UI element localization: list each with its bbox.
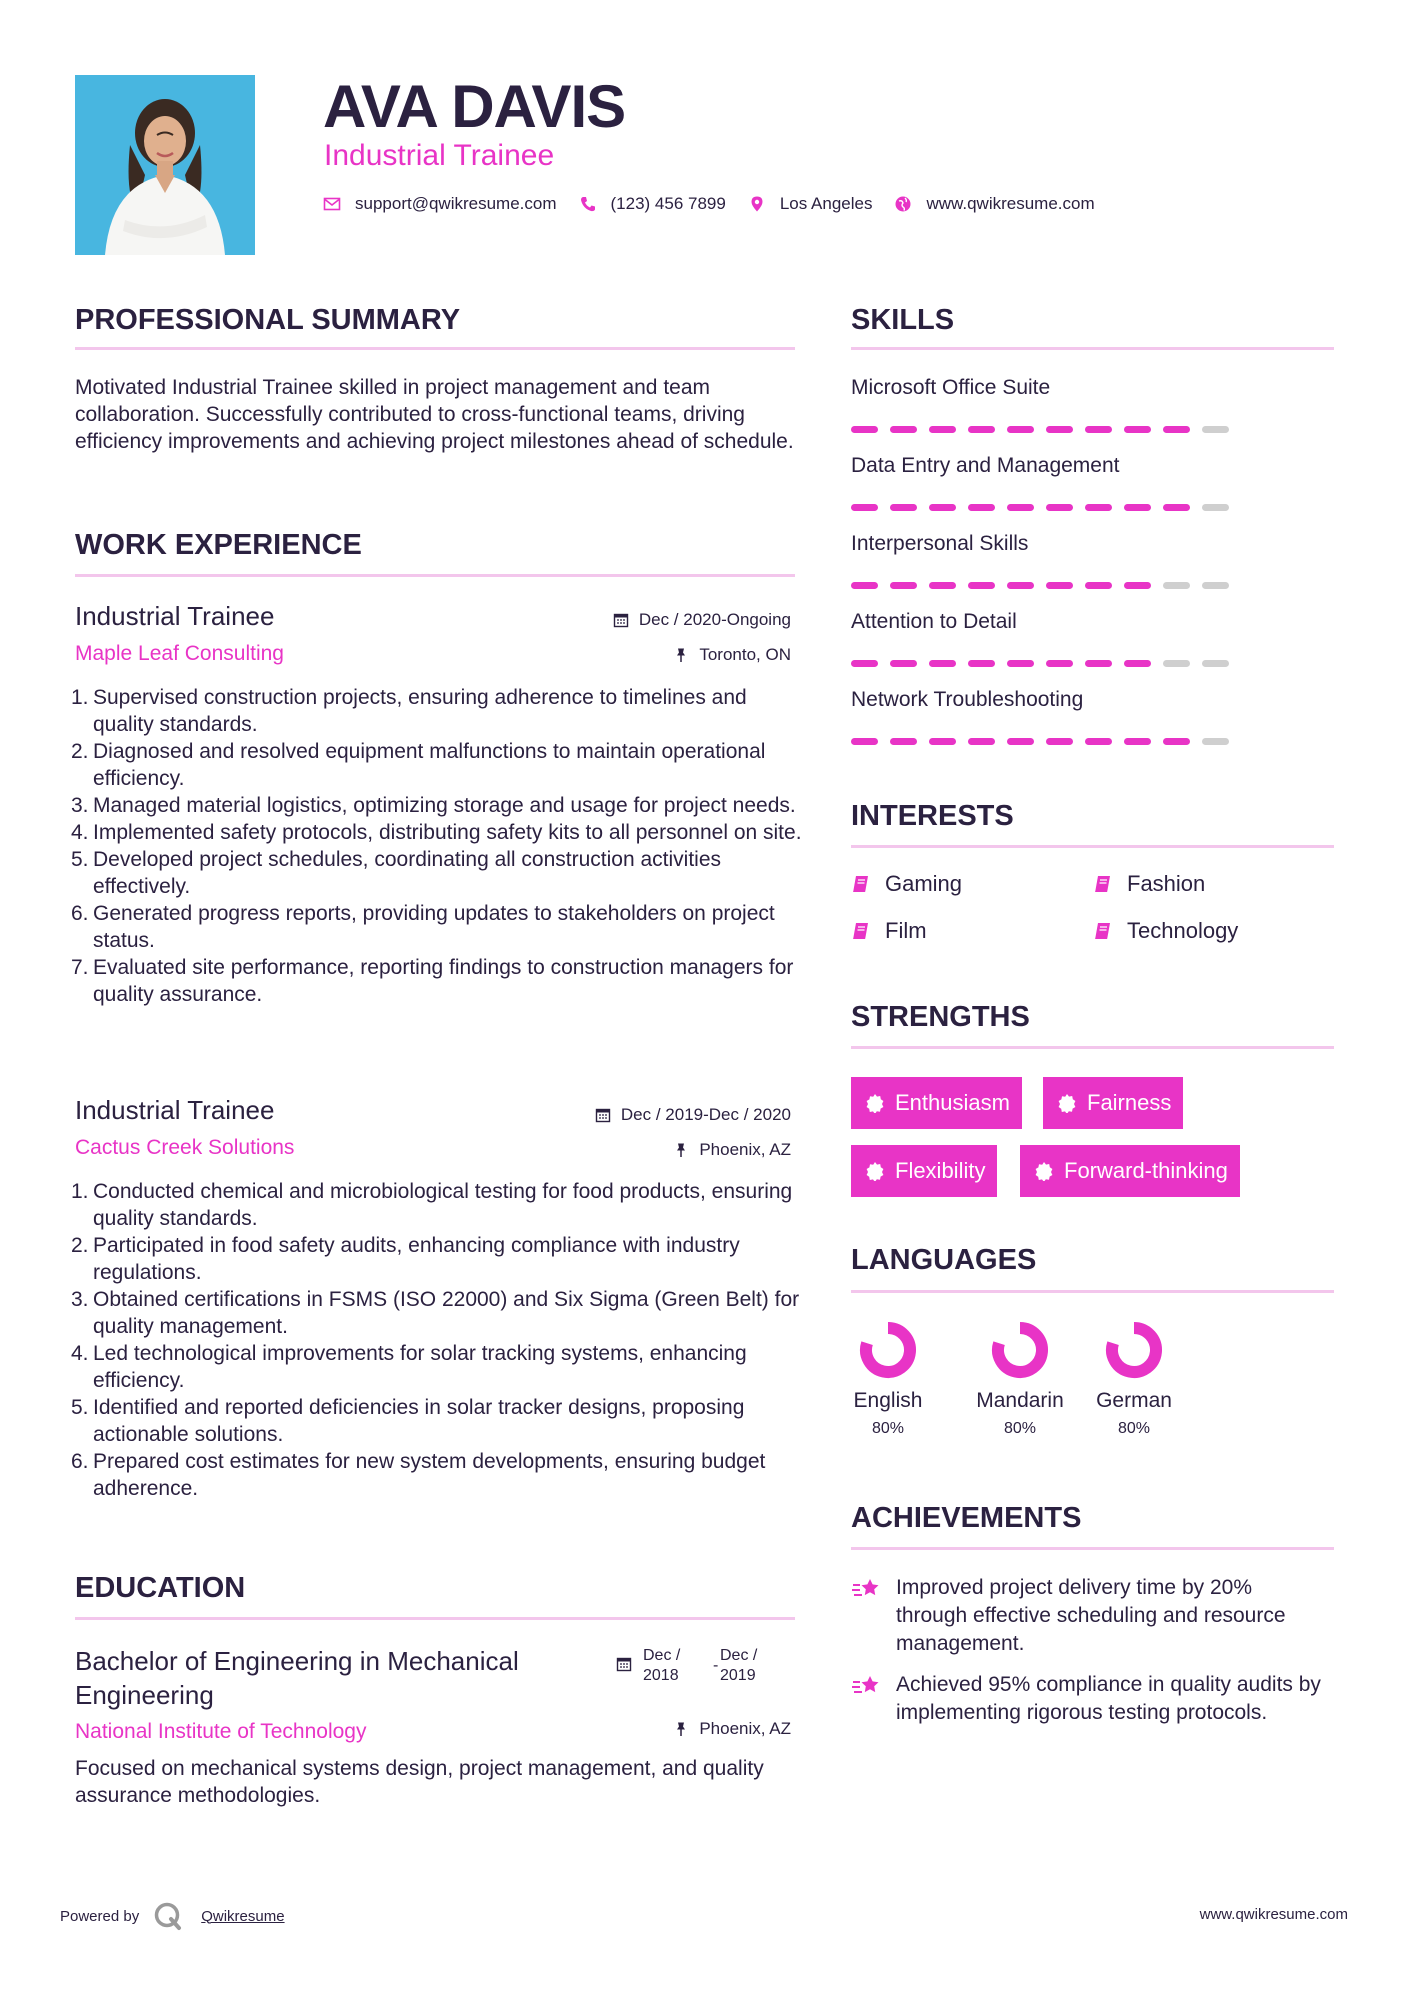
interests-heading: INTERESTS (851, 800, 1014, 832)
badge-icon (1034, 1161, 1054, 1181)
strength-label: Enthusiasm (895, 1090, 1010, 1115)
strength-label: Flexibility (895, 1158, 986, 1183)
achievement-text: Achieved 95% compliance in quality audits by implementing rigorous testing protocols. (896, 1673, 1321, 1724)
skill-segment-filled (1085, 738, 1112, 745)
job-2-location (673, 1139, 791, 1161)
language-progress-ring (856, 1318, 920, 1382)
skill-level-bar (851, 504, 1229, 511)
pushpin-icon (673, 1142, 689, 1158)
interest-item (1093, 870, 1205, 898)
strength-tag (851, 1145, 997, 1197)
skill-segment-filled (851, 660, 878, 667)
language-name: Mandarin (976, 1389, 1064, 1412)
contact-email-text: support@qwikresume.com (355, 194, 557, 213)
language-progress-ring (1102, 1318, 1166, 1382)
list-item: 2. Diagnosed and resolved equipment malfunctions to maintain operational efficiency. (71, 740, 766, 790)
map-pin-icon (748, 195, 766, 213)
skill-segment-filled (1007, 582, 1034, 589)
skill-segment-filled (1085, 582, 1112, 589)
skill-segment-filled (929, 504, 956, 511)
portrait-illustration (75, 75, 255, 255)
skill-segment-filled (851, 426, 878, 433)
job-1-title: Industrial Trainee (75, 601, 275, 631)
list-item: 5. Identified and reported deficiencies in solar tracker designs, proposing actionable solutions. (71, 1396, 745, 1446)
skill-segment-empty (1202, 582, 1229, 589)
skill-segment-filled (1085, 504, 1112, 511)
qwikresume-logo-icon (153, 1901, 183, 1931)
contact-location-text: Los Angeles (779, 194, 873, 213)
skill-level-bar (851, 426, 1229, 433)
skill-segment-filled (1124, 660, 1151, 667)
skill-segment-filled (1124, 738, 1151, 745)
job-1-responsibilities (71, 684, 813, 1008)
skill-segment-filled (851, 738, 878, 745)
skill-level-bar (851, 660, 1229, 667)
skill-name: Network Troubleshooting (851, 688, 1084, 711)
interest-label: Technology (1127, 918, 1239, 943)
skill-name: Microsoft Office Suite (851, 376, 1051, 399)
achievements-divider (851, 1547, 1334, 1550)
achievement-item (851, 1671, 1321, 1727)
interest-item (851, 917, 927, 945)
interest-label: Film (885, 918, 927, 943)
profile-photo (75, 75, 255, 255)
qwikresume-link[interactable]: Qwikresume (201, 1907, 285, 1925)
list-item: 2. Participated in food safety audits, enhancing compliance with industry regulations. (71, 1234, 740, 1284)
language-percent: 80% (871, 1420, 905, 1437)
skill-segment-filled (1046, 660, 1073, 667)
education-end-month: Dec / (720, 1647, 758, 1664)
list-item: 5. Developed project schedules, coordinating all construction activities effectively. (71, 848, 722, 898)
skill-segment-filled (968, 426, 995, 433)
skill-segment-filled (1046, 426, 1073, 433)
contact-phone[interactable] (579, 194, 726, 214)
experience-heading: WORK EXPERIENCE (75, 529, 362, 561)
achievement-item (851, 1574, 1321, 1658)
education-degree: Bachelor of Engineering in Mechanical Engineering (75, 1646, 519, 1710)
summary-divider (75, 347, 795, 350)
phone-icon (579, 195, 597, 213)
strengths-heading: STRENGTHS (851, 1001, 1030, 1033)
book-icon (1093, 874, 1113, 894)
language-item (833, 1318, 943, 1440)
skill-segment-filled (1163, 504, 1190, 511)
candidate-name: AVA DAVIS (323, 73, 626, 140)
job-1-location-text: Toronto, ON (699, 645, 791, 664)
globe-icon (894, 195, 912, 213)
skill-segment-empty (1202, 426, 1229, 433)
skill-segment-empty (1163, 660, 1190, 667)
strength-label: Forward-thinking (1064, 1158, 1228, 1183)
summary-heading: PROFESSIONAL SUMMARY (75, 304, 461, 336)
achievement-text: Improved project delivery time by 20% through effective scheduling and resource management. (896, 1576, 1286, 1655)
language-percent: 80% (1003, 1420, 1037, 1437)
interests-divider (851, 845, 1334, 848)
strength-tag (851, 1077, 1022, 1129)
skill-segment-filled (1007, 738, 1034, 745)
book-icon (851, 921, 871, 941)
contact-bar (323, 192, 1117, 216)
skill-level-bar (851, 738, 1229, 745)
list-item: 3. Obtained certifications in FSMS (ISO 22000) and Six Sigma (Green Belt) for quality management. (71, 1288, 800, 1338)
interest-label: Gaming (885, 871, 963, 896)
job-2-responsibilities (71, 1178, 813, 1502)
job-1-date-text: Dec / 2020-Ongoing (638, 610, 791, 629)
education-heading: EDUCATION (75, 1572, 246, 1604)
pushpin-icon (673, 1721, 689, 1737)
language-progress-ring (988, 1318, 1052, 1382)
education-divider (75, 1617, 795, 1620)
job-2-title: Industrial Trainee (75, 1095, 275, 1125)
skill-name: Data Entry and Management (851, 454, 1120, 477)
job-2-company: Cactus Creek Solutions (75, 1136, 295, 1159)
skill-segment-filled (1124, 582, 1151, 589)
skill-segment-filled (890, 660, 917, 667)
book-icon (851, 874, 871, 894)
skill-segment-filled (968, 660, 995, 667)
pushpin-icon (673, 647, 689, 663)
book-icon (1093, 921, 1113, 941)
education-school: National Institute of Technology (75, 1720, 367, 1743)
list-item: 7. Evaluated site performance, reporting findings to construction managers for quality assurance. (71, 956, 794, 1006)
list-item: 4. Implemented safety protocols, distributing safety kits to all personnel on site. (71, 821, 802, 844)
education-end-year: 2019 (720, 1667, 756, 1684)
footer-powered-by (60, 1901, 285, 1931)
interest-item (1093, 917, 1238, 945)
interest-item (851, 870, 962, 898)
envelope-icon (323, 195, 341, 213)
list-item: 6. Generated progress reports, providing updates to stakeholders on project status. (71, 902, 775, 952)
strength-tag (1043, 1077, 1183, 1129)
skill-segment-filled (1046, 582, 1073, 589)
job-2-date-text: Dec / 2019-Dec / 2020 (620, 1105, 791, 1124)
skill-segment-filled (1007, 426, 1034, 433)
strength-tag (1020, 1145, 1240, 1197)
contact-website-text: www.qwikresume.com (926, 194, 1095, 213)
skill-segment-filled (1124, 426, 1151, 433)
skill-segment-filled (929, 660, 956, 667)
job-1-date (613, 609, 791, 631)
skill-segment-empty (1163, 582, 1190, 589)
skill-segment-filled (890, 582, 917, 589)
skill-segment-filled (1046, 738, 1073, 745)
skill-name: Interpersonal Skills (851, 532, 1029, 555)
language-item (965, 1318, 1075, 1440)
education-start-month: Dec / (643, 1647, 681, 1664)
language-progress-arc (998, 1328, 1042, 1372)
language-percent: 80% (1117, 1420, 1151, 1437)
job-2-location-text: Phoenix, AZ (699, 1140, 791, 1159)
list-item: 3. Managed material logistics, optimizing storage and usage for project needs. (71, 794, 796, 817)
education-start-year: 2018 (643, 1667, 679, 1684)
skills-divider (851, 347, 1334, 350)
footer-website[interactable]: www.qwikresume.com (1199, 1906, 1348, 1923)
achievements-heading: ACHIEVEMENTS (851, 1502, 1082, 1534)
skill-segment-filled (1124, 504, 1151, 511)
language-name: German (1096, 1389, 1172, 1412)
calendar-icon (595, 1107, 611, 1123)
skill-segment-filled (1085, 660, 1112, 667)
language-item (1079, 1318, 1189, 1440)
skill-segment-filled (1007, 504, 1034, 511)
skill-segment-filled (890, 504, 917, 511)
shooting-star-icon (851, 1674, 881, 1700)
skill-segment-filled (968, 582, 995, 589)
language-progress-arc (1112, 1328, 1156, 1372)
badge-icon (1057, 1093, 1077, 1113)
skill-segment-filled (929, 582, 956, 589)
job-1-company: Maple Leaf Consulting (75, 642, 284, 665)
job-2-date (595, 1104, 791, 1126)
language-name: English (853, 1389, 923, 1412)
list-item: 4. Led technological improvements for solar tracking systems, enhancing efficiency. (71, 1342, 747, 1392)
list-item: 1. Conducted chemical and microbiological testing for food products, ensuring quality standards. (71, 1180, 793, 1230)
badge-icon (865, 1093, 885, 1113)
calendar-icon (613, 612, 629, 628)
skill-level-bar (851, 582, 1229, 589)
skill-segment-filled (1007, 660, 1034, 667)
skill-segment-filled (929, 738, 956, 745)
education-location-text: Phoenix, AZ (699, 1719, 791, 1738)
skill-segment-filled (968, 738, 995, 745)
skill-segment-filled (1163, 738, 1190, 745)
skill-segment-empty (1202, 738, 1229, 745)
skill-segment-filled (1163, 426, 1190, 433)
interest-label: Fashion (1127, 871, 1206, 896)
skill-segment-filled (851, 582, 878, 589)
experience-divider (75, 574, 795, 577)
strength-label: Fairness (1087, 1090, 1172, 1115)
skill-segment-filled (929, 426, 956, 433)
contact-email[interactable] (323, 194, 557, 214)
skill-segment-empty (1202, 660, 1229, 667)
education-date-separator: - (713, 1657, 719, 1674)
skill-segment-filled (968, 504, 995, 511)
list-item: 1. Supervised construction projects, ensuring adherence to timelines and quality standards. (71, 686, 747, 736)
language-progress-arc (866, 1328, 910, 1372)
badge-icon (865, 1161, 885, 1181)
skill-segment-filled (1085, 426, 1112, 433)
education-location (673, 1718, 791, 1740)
shooting-star-icon (851, 1577, 881, 1603)
summary-text: Motivated Industrial Trainee skilled in project management and team collaboration. Successfully contributed to cross-functional teams, driving efficiency improvements and achieving project milestones ahead of schedule. (75, 376, 794, 453)
skill-segment-filled (851, 504, 878, 511)
job-1-location (673, 644, 791, 666)
powered-by-label: Powered by (60, 1907, 140, 1925)
strengths-divider (851, 1046, 1334, 1049)
contact-location (748, 194, 873, 214)
skill-name: Attention to Detail (851, 610, 1017, 633)
skill-segment-filled (890, 738, 917, 745)
contact-website[interactable] (894, 194, 1094, 214)
education-description: Focused on mechanical systems design, project management, and quality assurance methodologies. (75, 1757, 764, 1807)
languages-heading: LANGUAGES (851, 1244, 1037, 1276)
candidate-title: Industrial Trainee (324, 139, 555, 172)
skill-segment-filled (1046, 504, 1073, 511)
calendar-icon (616, 1656, 632, 1672)
contact-phone-text: (123) 456 7899 (610, 194, 726, 213)
languages-divider (851, 1290, 1334, 1293)
skills-heading: SKILLS (851, 304, 955, 336)
skill-segment-filled (890, 426, 917, 433)
list-item: 6. Prepared cost estimates for new system developments, ensuring budget adherence. (71, 1450, 766, 1500)
skill-segment-empty (1202, 504, 1229, 511)
